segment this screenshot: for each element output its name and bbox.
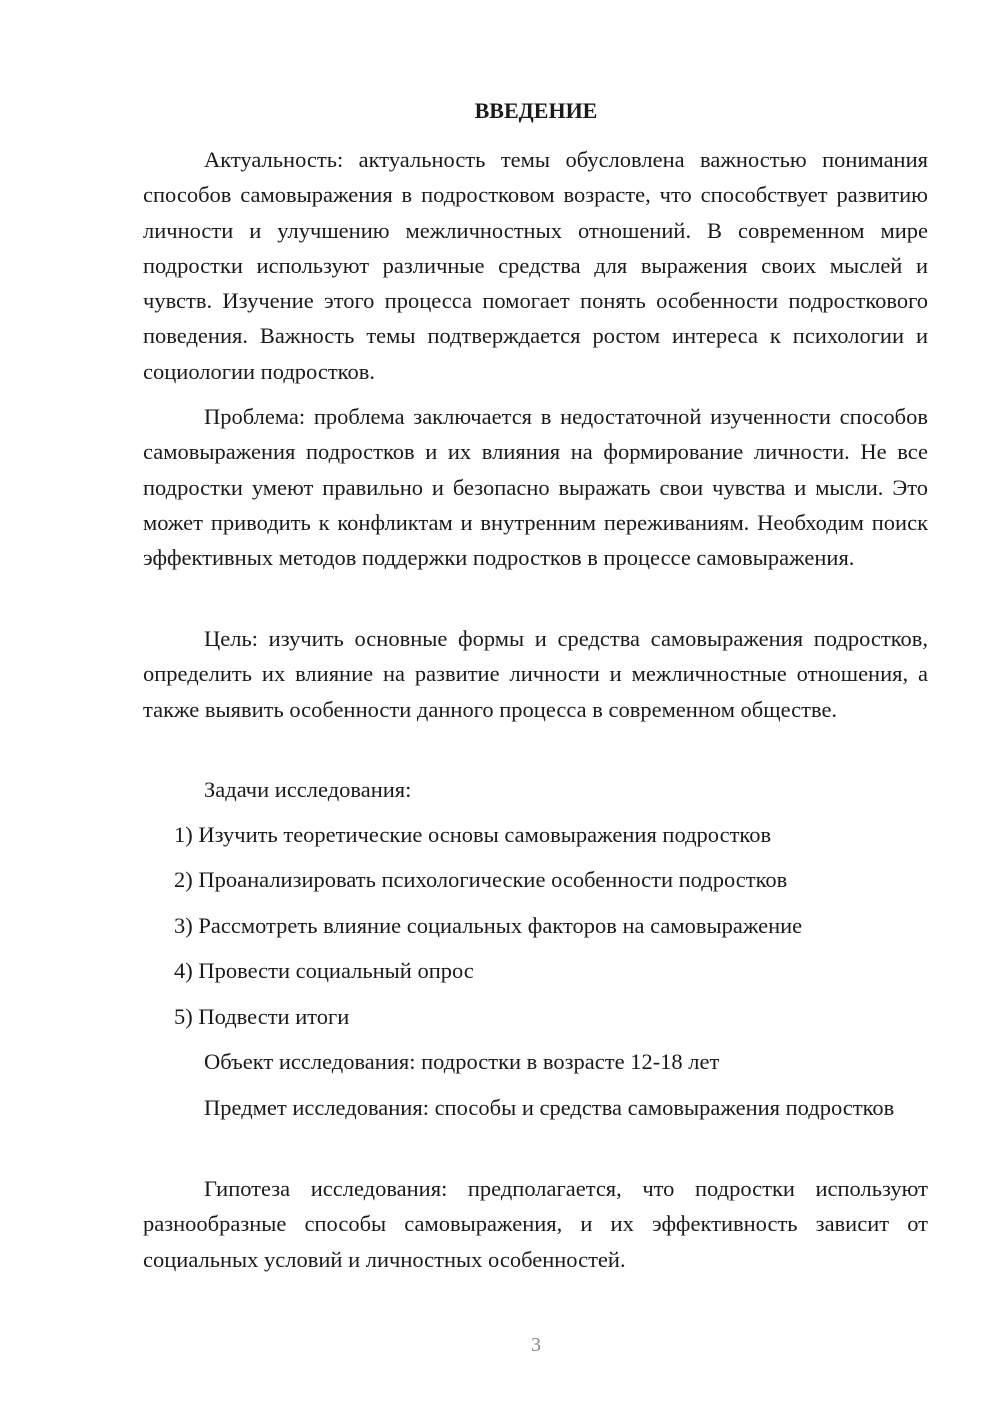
problem-paragraph: Проблема: проблема заключается в недостаточной изученности способов самовыражения подростков и их влияния на формирование личности. Не все подростки умеют правильно и безопасно выражать свои чувства и мысли. Это может приводить к конфликтам и внутренним переживаниям. Необходим поиск эффективных методов поддержки подростков в процессе самовыражения. xyxy=(143,404,928,571)
goal-paragraph: Цель: изучить основные формы и средства самовыражения подростков, определить их влияние на развитие личности и межличностные отношения, а также выявить особенности данного процесса в современном обществе. xyxy=(143,626,928,722)
tasks-heading: Задачи исследования: xyxy=(204,777,412,802)
task-item: 5) Подвести итоги xyxy=(174,1004,350,1029)
subject-paragraph: Предмет исследования: способы и средства самовыражения подростков xyxy=(204,1095,895,1120)
relevance-paragraph: Актуальность: актуальность темы обусловлена важностью понимания способов самовыражения в подростковом возрасте, что способствует развитию личности и улучшению межличностных отношений. В современном мире подростки используют различные средства для выражения своих мыслей и чувств. Изучение этого процесса помогает понять особенности подросткового поведения. Важность темы подтверждается ростом интереса к психологии и социологии подростков. xyxy=(143,147,928,384)
task-item: 4) Провести социальный опрос xyxy=(174,958,474,983)
page-number: 3 xyxy=(531,1334,541,1356)
object-paragraph: Объект исследования: подростки в возрасте 12-18 лет xyxy=(204,1049,720,1074)
section-heading: ВВЕДЕНИЕ xyxy=(474,98,598,123)
task-item: 3) Рассмотреть влияние социальных факторов на самовыражение xyxy=(174,913,803,938)
task-item: 1) Изучить теоретические основы самовыражения подростков xyxy=(174,822,772,847)
hypothesis-paragraph: Гипотеза исследования: предполагается, что подростки используют разнообразные способы самовыражения, и их эффективность зависит от социальных условий и личностных особенностей. xyxy=(143,1176,928,1272)
task-item: 2) Проанализировать психологические особенности подростков xyxy=(174,867,788,892)
